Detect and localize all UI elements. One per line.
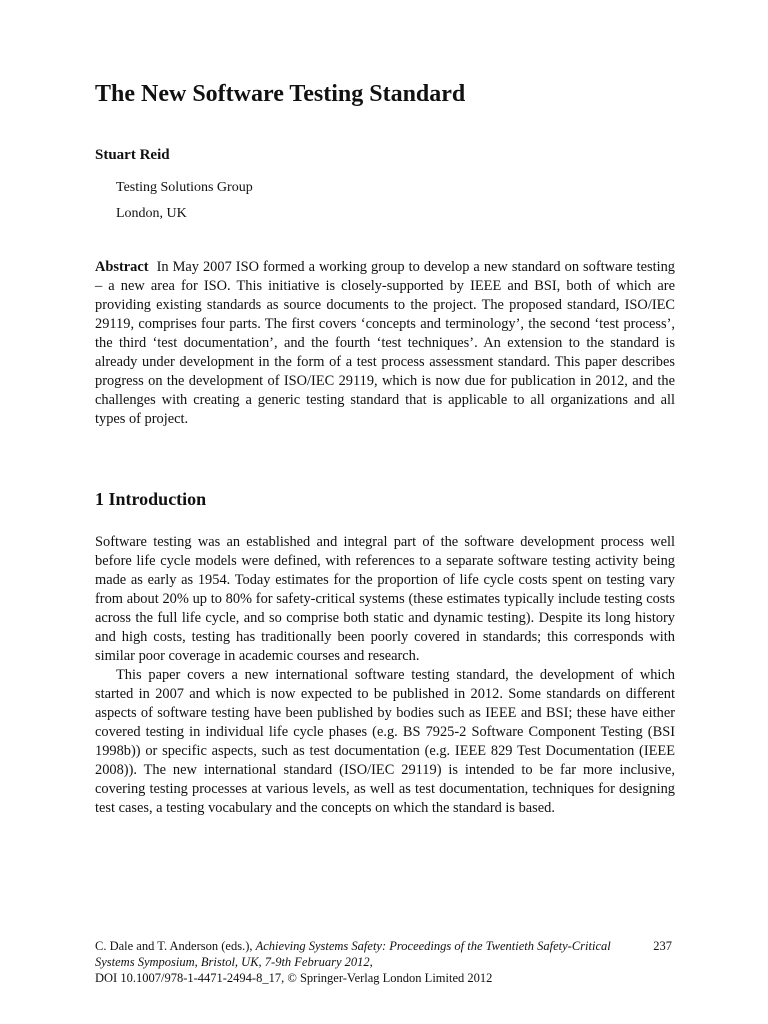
page-footer <box>95 938 675 986</box>
author-organization: Testing Solutions Group <box>116 180 253 195</box>
author-name: Stuart Reid <box>95 147 170 163</box>
footer-proceedings: Achieving Systems Safety: Proceedings of the Twentieth Safety-Critical Systems Symposium, Bristol, UK, 7-9th February 2012, <box>95 939 611 969</box>
paper-title: The New Software Testing Standard <box>95 81 466 107</box>
footer-editors: C. Dale and T. Anderson (eds.), <box>95 939 253 953</box>
footer-doi: DOI 10.1007/978-1-4471-2494-8_17, © Springer-Verlag London Limited 2012 <box>95 971 493 985</box>
page-number: 237 <box>653 939 672 953</box>
body-paragraph: Software testing was an established and integral part of the software development process well before life cycle models were defined, with references to a separate software testing activity being made as early as 1954. Today estimates for the proportion of life cycle costs spent on testing vary from about 20% up to 80% for safety-critical systems (these estimates typically include testing costs across the full life cycle, and so comprise both static and dynamic testing). Despite its long history and high costs, testing has traditionally been poorly covered in standards; this corresponds with similar poor coverage in academic courses and research. <box>95 534 675 664</box>
abstract-text: In May 2007 ISO formed a working group to develop a new standard on software testing – a new area for ISO. This initiative is closely-supported by IEEE and BSI, both of which are providing existing standards as source documents to the project. The proposed standard, ISO/IEC 29119, comprises four parts. The first covers ‘concepts and terminology’, the second ‘test process’, the third ‘test documentation’, and the fourth ‘test techniques’. An extension to the standard is already under development in the form of a test process assessment standard. This paper describes progress on the development of ISO/IEC 29119, which is now due for publication in 2012, and the challenges with creating a generic testing standard that is applicable to all organizations and all types of project. <box>95 259 675 427</box>
author-location: London, UK <box>116 206 187 221</box>
abstract <box>95 258 675 429</box>
abstract-label: Abstract <box>95 259 149 275</box>
section-heading: 1 Introduction <box>95 489 207 509</box>
footer-citation <box>95 938 615 970</box>
section-body <box>95 533 675 818</box>
body-paragraph: This paper covers a new international software testing standard, the development of which started in 2007 and which is now expected to be published in 2012. Some standards on different aspects of software testing have been published by bodies such as IEEE and BSI; these have either covered testing in individual life cycle phases (e.g. BS 7925-2 Software Component Testing (BSI 1998b)) or specific aspects, such as test documentation (e.g. IEEE 829 Test Documentation (IEEE 2008)). The new international standard (ISO/IEC 29119) is intended to be far more inclusive, covering testing processes at various levels, as well as test documentation, techniques for designing test cases, a testing vocabulary and the concepts on which the standard is based. <box>95 667 675 816</box>
